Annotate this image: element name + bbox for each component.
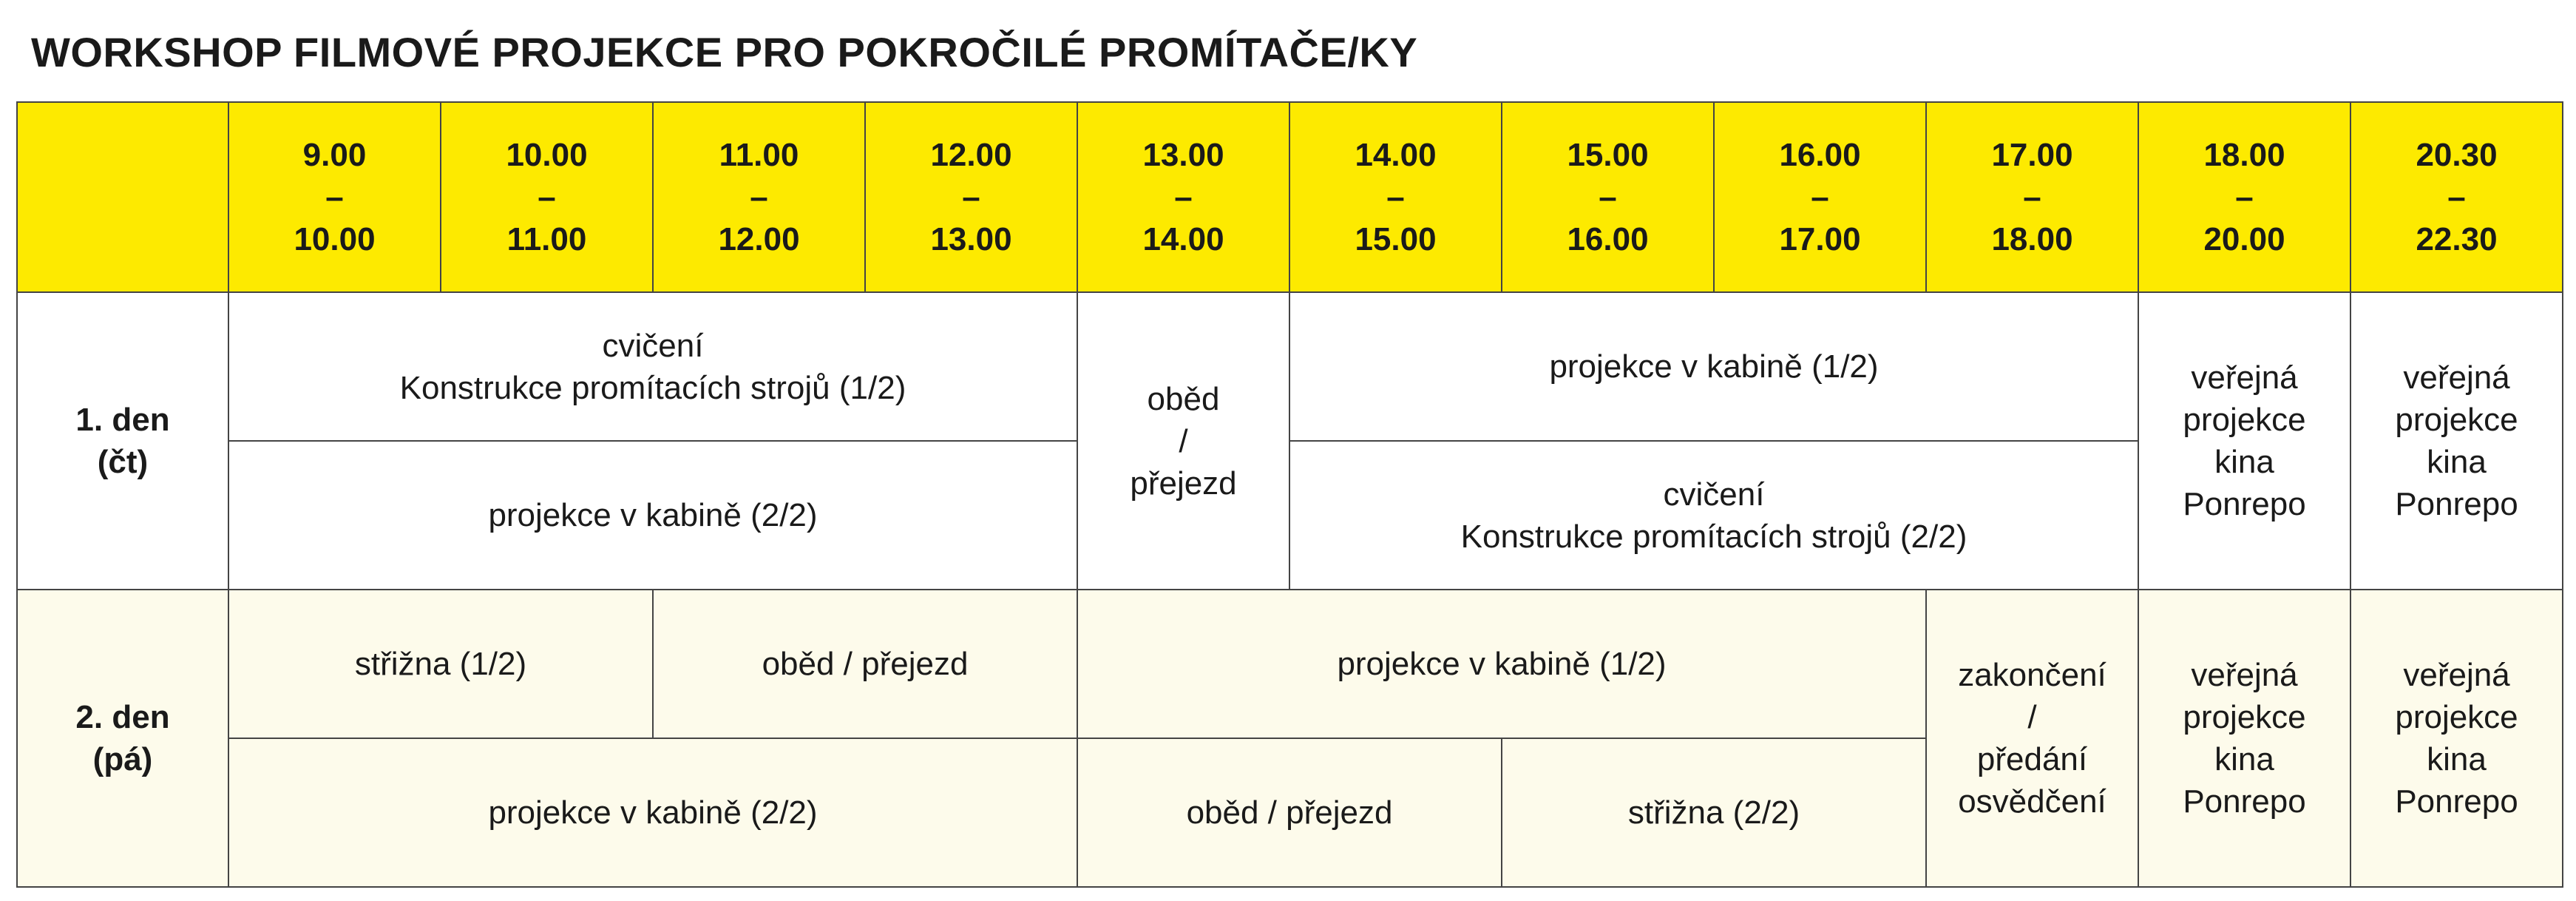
header-row [17, 102, 2563, 292]
schedule-table [16, 101, 2563, 888]
day1-verejna-projekce-late-cell: veřejná projekce kina Ponrepo [2350, 292, 2563, 590]
day2-strizna-2-cell: střižna (2/2) [1502, 738, 1926, 887]
day1-cviceni-1-cell: cvičení Konstrukce promítacích strojů (1/2) [228, 292, 1077, 441]
day1-cviceni-2-cell: cvičení Konstrukce promítacích strojů (2/2) [1289, 441, 2138, 590]
day2-obed-1-cell: oběd / přejezd [653, 590, 1077, 738]
day2-verejna-projekce-cell: veřejná projekce kina Ponrepo [2138, 590, 2350, 887]
day1-label: 1. den (čt) [17, 292, 228, 590]
day1-obed-cell: oběd / přejezd [1077, 292, 1289, 590]
day2-zakonceni-cell: zakončení / předání osvědčení [1926, 590, 2138, 887]
day1-kabina-2-cell: projekce v kabině (2/2) [228, 441, 1077, 590]
day1-kabina-1-cell: projekce v kabině (1/2) [1289, 292, 2138, 441]
time-slot-cell: 17.00 – 18.00 [1926, 102, 2138, 292]
day2-strizna-1-cell: střižna (1/2) [228, 590, 653, 738]
time-slot-cell: 13.00 – 14.00 [1077, 102, 1289, 292]
day2-kabina-1-cell: projekce v kabině (1/2) [1077, 590, 1926, 738]
time-slot-cell: 20.30 – 22.30 [2350, 102, 2563, 292]
day2-kabina-2-cell: projekce v kabině (2/2) [228, 738, 1077, 887]
day2-verejna-projekce-late-cell: veřejná projekce kina Ponrepo [2350, 590, 2563, 887]
header-corner-cell [17, 102, 228, 292]
time-slot-cell: 18.00 – 20.00 [2138, 102, 2350, 292]
time-slot-cell: 10.00 – 11.00 [441, 102, 653, 292]
day2-row-a [17, 590, 2563, 738]
time-slot-cell: 16.00 – 17.00 [1714, 102, 1926, 292]
day1-row-a [17, 292, 2563, 441]
time-slot-cell: 11.00 – 12.00 [653, 102, 865, 292]
day2-label: 2. den (pá) [17, 590, 228, 887]
time-slot-cell: 14.00 – 15.00 [1289, 102, 1502, 292]
time-slot-cell: 15.00 – 16.00 [1502, 102, 1714, 292]
page-title: WORKSHOP FILMOVÉ PROJEKCE PRO POKROČILÉ PROMÍTAČE/KY [31, 29, 1418, 75]
day1-verejna-projekce-cell: veřejná projekce kina Ponrepo [2138, 292, 2350, 590]
day2-obed-2-cell: oběd / přejezd [1077, 738, 1502, 887]
time-slot-cell: 12.00 – 13.00 [865, 102, 1077, 292]
time-slot-cell: 9.00 – 10.00 [228, 102, 441, 292]
